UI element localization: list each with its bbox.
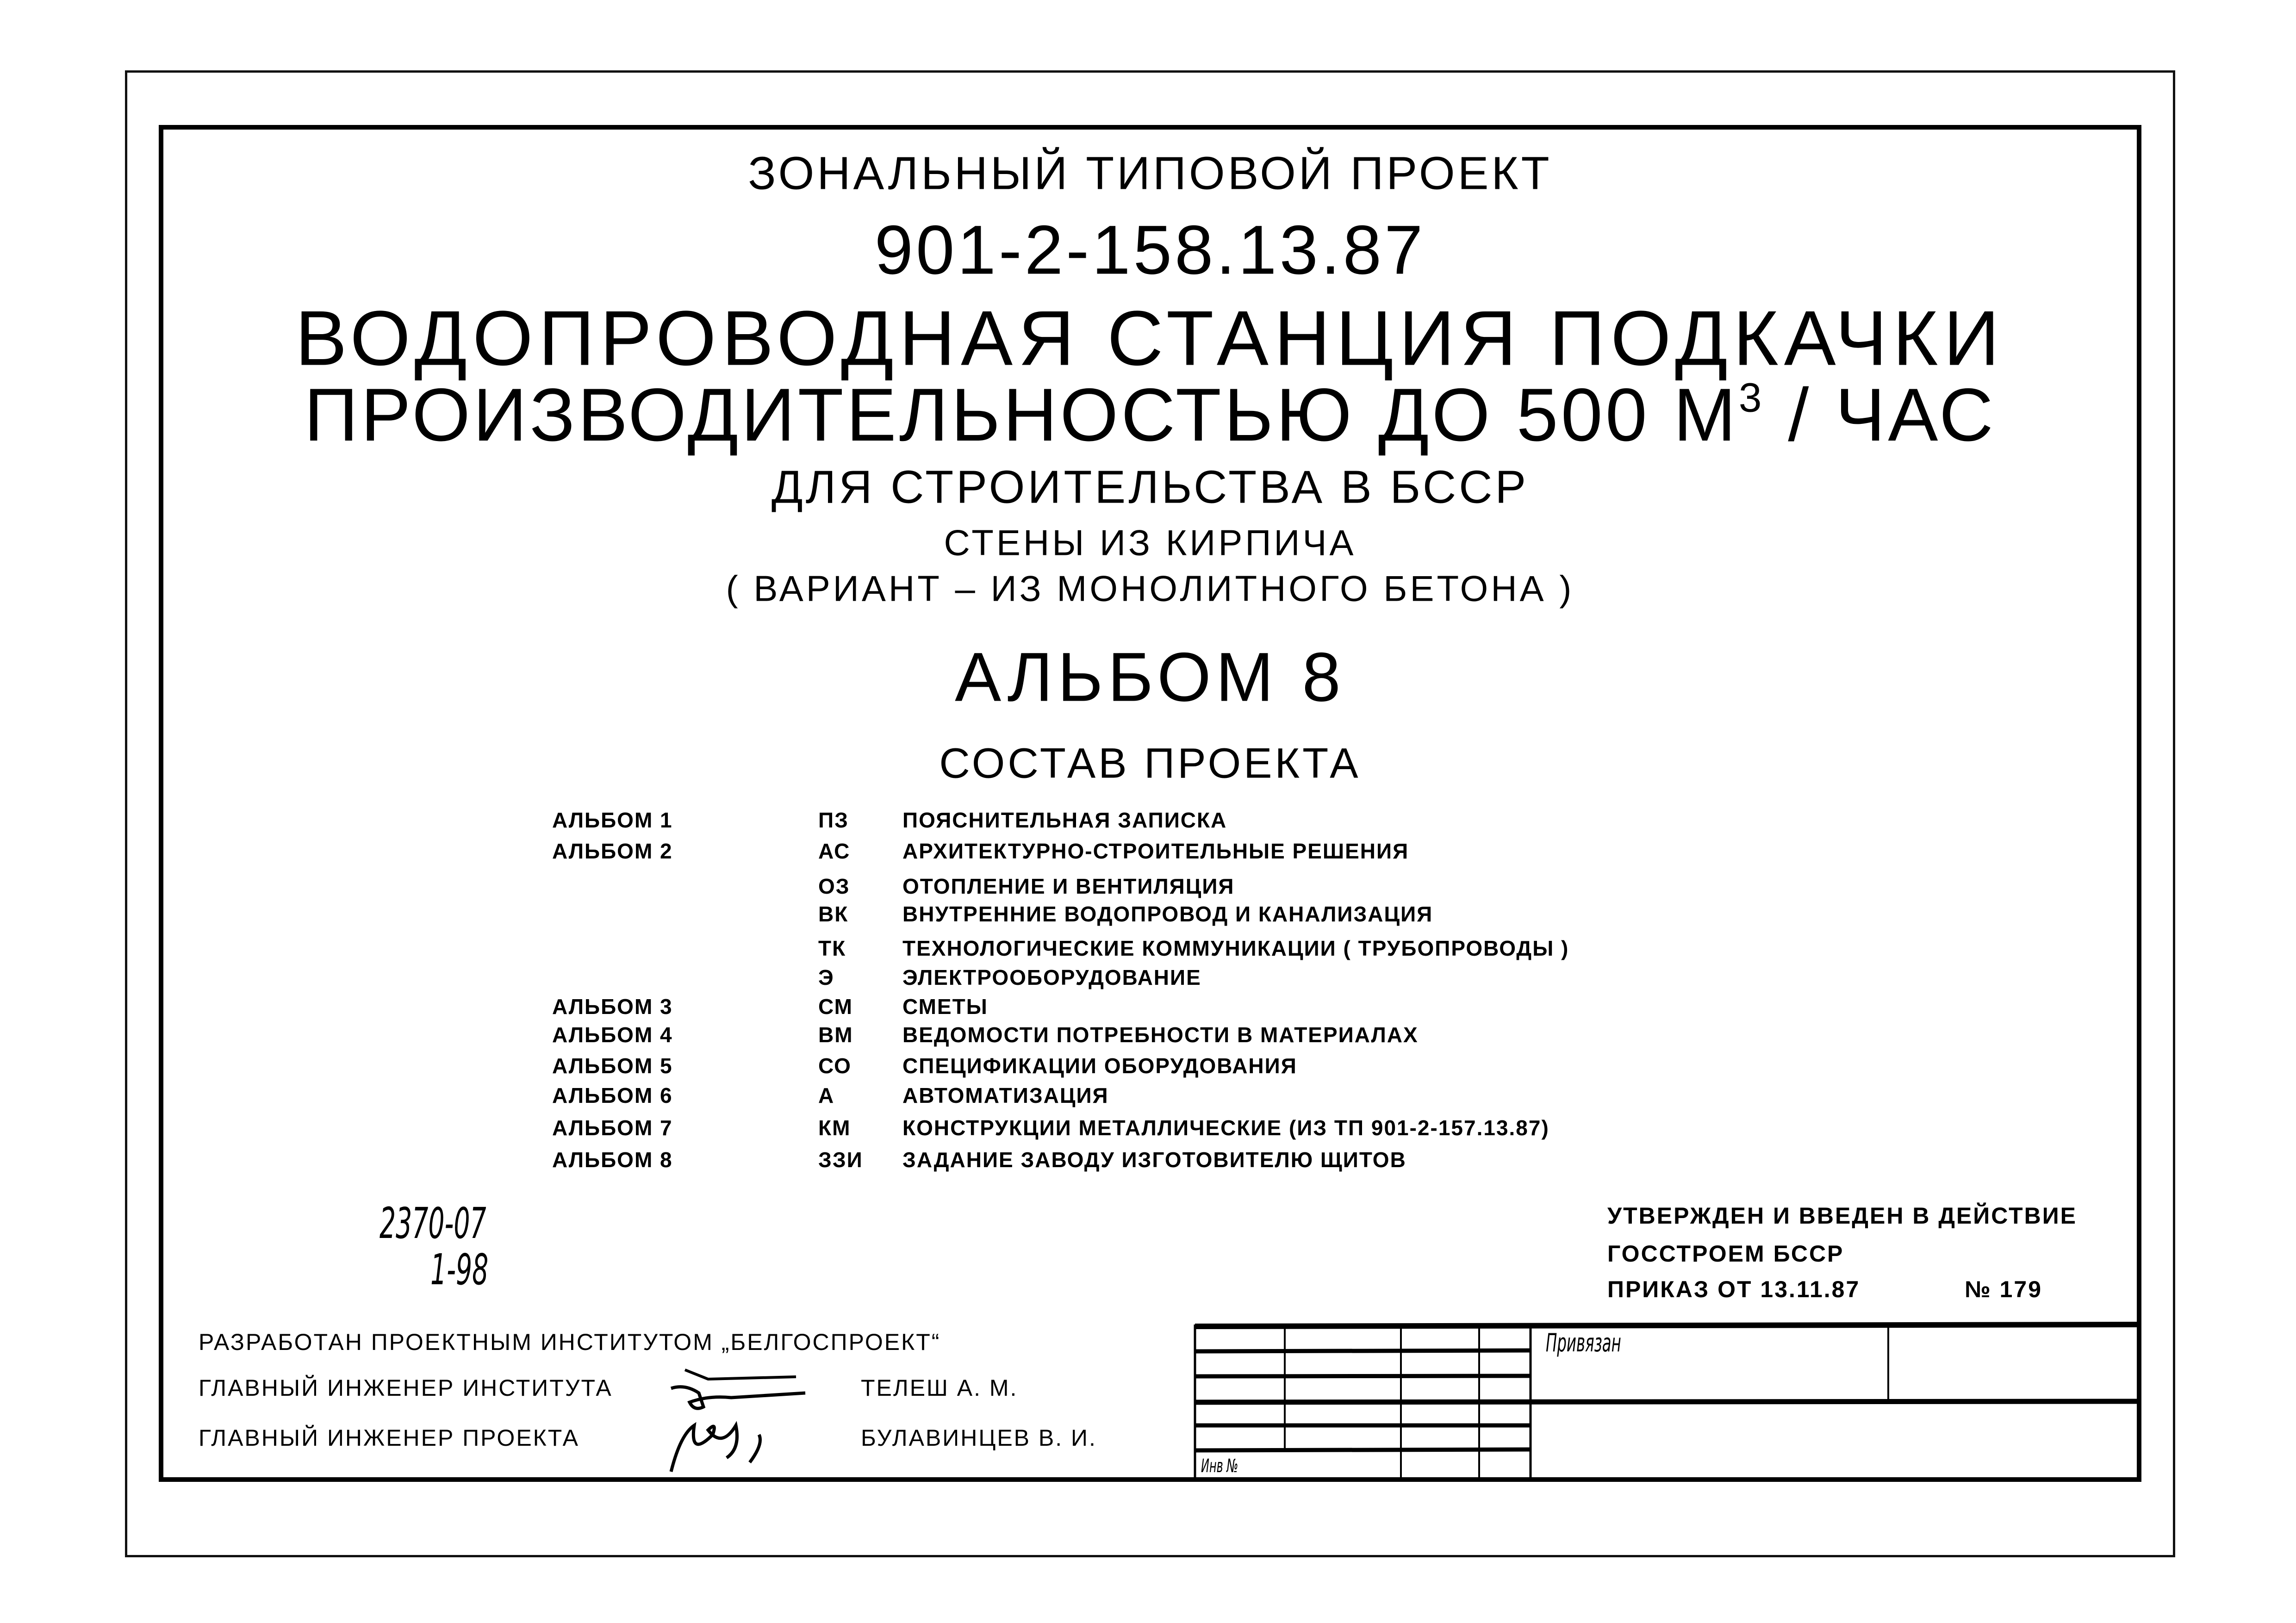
album-label: АЛЬБОМ 3: [552, 995, 673, 1019]
album-title: АЛЬБОМ 8: [955, 638, 1345, 716]
section-code: СО: [818, 1054, 852, 1078]
subtitle-3: ( ВАРИАНТ – ИЗ МОНОЛИТНОГО БЕТОНА ): [726, 568, 1574, 609]
section-name: СМЕТЫ: [902, 995, 988, 1019]
chief-engineer-institute-label: ГЛАВНЫЙ ИНЖЕНЕР ИНСТИТУТА: [199, 1375, 613, 1401]
section-code: ЗЗИ: [818, 1148, 863, 1172]
album-label: АЛЬБОМ 2: [552, 839, 673, 863]
section-code: ТК: [818, 936, 846, 960]
section-name: СПЕЦИФИКАЦИИ ОБОРУДОВАНИЯ: [902, 1054, 1297, 1078]
album-label: АЛЬБОМ 8: [552, 1148, 673, 1172]
section-name: ТЕХНОЛОГИЧЕСКИЕ КОММУНИКАЦИИ ( ТРУБОПРОВОДЫ ): [902, 936, 1569, 960]
title-line-1: ВОДОПРОВОДНАЯ СТАНЦИЯ ПОДКАЧКИ: [295, 294, 2005, 382]
section-code: АС: [818, 839, 851, 863]
chief-engineer-project-name: БУЛАВИНЦЕВ В. И.: [861, 1425, 1097, 1451]
section-name: ВЕДОМОСТИ ПОТРЕБНОСТИ В МАТЕРИАЛАХ: [902, 1023, 1419, 1047]
section-code: Э: [818, 965, 834, 989]
chief-engineer-project-label: ГЛАВНЫЙ ИНЖЕНЕР ПРОЕКТА: [199, 1425, 580, 1451]
section-name: АВТОМАТИЗАЦИЯ: [902, 1083, 1109, 1107]
chief-engineer-institute-name: ТЕЛЕШ А. М.: [861, 1375, 1018, 1401]
handwritten-number: 2370-07: [380, 1199, 486, 1248]
album-label: АЛЬБОМ 6: [552, 1083, 673, 1107]
section-name: ПОЯСНИТЕЛЬНАЯ ЗАПИСКА: [902, 808, 1227, 832]
subtitle-2: СТЕНЫ ИЗ КИРПИЧА: [944, 522, 1356, 563]
section-name: ОТОПЛЕНИЕ И ВЕНТИЛЯЦИЯ: [902, 874, 1235, 898]
developed-by: РАЗРАБОТАН ПРОЕКТНЫМ ИНСТИТУТОМ „БЕЛГОСПРОЕКТ“: [199, 1329, 941, 1355]
album-label: АЛЬБОМ 5: [552, 1054, 673, 1078]
section-code: А: [818, 1083, 835, 1107]
subtitle-1: ДЛЯ СТРОИТЕЛЬСТВА В БССР: [771, 461, 1529, 513]
linked-label: Привязан: [1546, 1328, 1621, 1357]
contents-title: СОСТАВ ПРОЕКТА: [939, 740, 1361, 787]
section-code: ПЗ: [818, 808, 849, 832]
handwritten-date: 1-98: [430, 1245, 489, 1294]
section-name: КОНСТРУКЦИИ МЕТАЛЛИЧЕСКИЕ (ИЗ ТП 901-2-157.13.87): [902, 1116, 1549, 1140]
title-unit: / ЧАС: [1764, 373, 1996, 457]
section-name: ЗАДАНИЕ ЗАВОДУ ИЗГОТОВИТЕЛЮ ЩИТОВ: [902, 1148, 1406, 1172]
album-label: АЛЬБОМ 7: [552, 1116, 673, 1140]
inventory-label: Инв №: [1201, 1455, 1238, 1477]
album-label: АЛЬБОМ 4: [552, 1023, 673, 1047]
project-type: ЗОНАЛЬНЫЙ ТИПОВОЙ ПРОЕКТ: [748, 147, 1552, 199]
approval-number: № 179: [1965, 1276, 2043, 1302]
approval-line-1: УТВЕРЖДЕН И ВВЕДЕН В ДЕЙСТВИЕ: [1607, 1203, 2078, 1229]
title-text: ПРОИЗВОДИТЕЛЬНОСТЬЮ ДО 500 М: [304, 373, 1739, 457]
title-superscript: 3: [1738, 374, 1765, 421]
section-name: ВНУТРЕННИЕ ВОДОПРОВОД И КАНАЛИЗАЦИЯ: [902, 902, 1433, 926]
section-name: ЭЛЕКТРООБОРУДОВАНИЕ: [902, 965, 1201, 989]
section-code: ВК: [818, 902, 849, 926]
approval-order: ПРИКАЗ ОТ 13.11.87: [1607, 1276, 1860, 1302]
album-label: АЛЬБОМ 1: [552, 808, 673, 832]
project-number: 901-2-158.13.87: [874, 211, 1426, 289]
section-name: АРХИТЕКТУРНО-СТРОИТЕЛЬНЫЕ РЕШЕНИЯ: [902, 839, 1409, 863]
section-code: ОЗ: [818, 874, 850, 898]
section-code: ВМ: [818, 1023, 853, 1047]
section-code: СМ: [818, 995, 853, 1019]
section-code: КМ: [818, 1116, 851, 1140]
approval-line-2: ГОССТРОЕМ БССР: [1607, 1241, 1844, 1267]
